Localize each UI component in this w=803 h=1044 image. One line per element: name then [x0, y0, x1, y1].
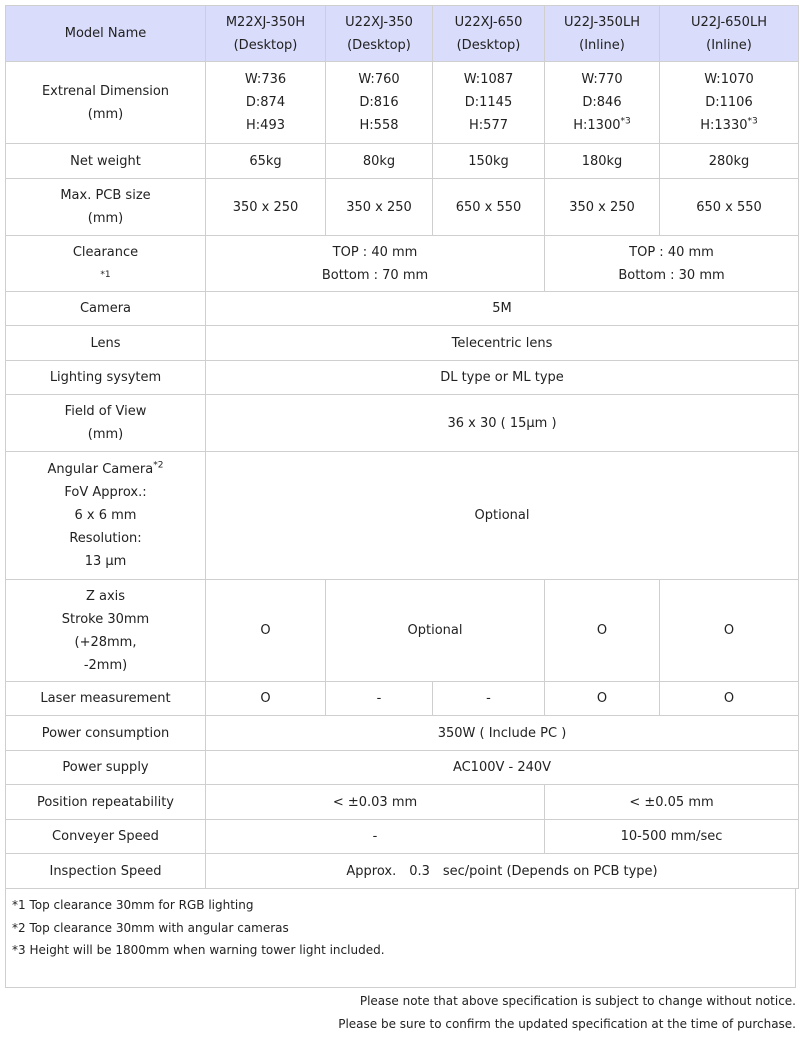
value-cell: DL type or ML type	[206, 361, 799, 395]
fov-row	[6, 395, 799, 452]
value-cell: O	[660, 580, 799, 682]
camera-row	[6, 292, 799, 326]
angular-camera-row	[6, 452, 799, 580]
footnote-ref: *1	[100, 269, 111, 280]
value-cell: O	[206, 580, 326, 682]
z-axis-row	[6, 580, 799, 682]
row-label: Max. PCB size (mm)	[6, 179, 206, 236]
model-header-cell: U22XJ-650 (Desktop)	[433, 6, 545, 62]
value-cell: 180kg	[545, 144, 660, 179]
spec-table	[5, 5, 799, 889]
power-supply-row	[6, 751, 799, 785]
value-cell: 36 x 30 ( 15μm )	[206, 395, 799, 452]
inspection-row	[6, 854, 799, 889]
value-cell: O	[545, 580, 660, 682]
value-cell: -	[433, 682, 545, 716]
lens-row	[6, 326, 799, 361]
dimension-cell: W:1070 D:1106 H:1330$^{*3}$	[660, 62, 799, 144]
row-label: Net weight	[6, 144, 206, 179]
laser-row	[6, 682, 799, 716]
value-cell: TOP : 40 mm Bottom : 30 mm	[545, 236, 799, 292]
footnote: *2 Top clearance 30mm with angular cameras	[12, 920, 289, 935]
disclaimer-line: Please be sure to confirm the updated specification at the time of purchase.	[338, 1017, 796, 1031]
row-label: Angular Camera$^{*2}$ FoV Approx.: 6 x 6 mm Resolution: 13 μm	[6, 452, 206, 580]
dimension-row	[6, 62, 799, 144]
row-label: Power supply	[6, 751, 206, 785]
value-cell: 350 x 250	[206, 179, 326, 236]
dimension-cell: W:1087 D:1145 H:577	[433, 62, 545, 144]
value-cell: 280kg	[660, 144, 799, 179]
model-header-cell: U22XJ-350 (Desktop)	[326, 6, 433, 62]
value-cell: O	[545, 682, 660, 716]
pcb-size-row	[6, 179, 799, 236]
value-cell: 5M	[206, 292, 799, 326]
power-consumption-row	[6, 716, 799, 751]
value-cell: Telecentric lens	[206, 326, 799, 361]
footnote-ref: *3	[620, 116, 631, 127]
value-cell: < ±0.03 mm	[206, 785, 545, 820]
footnote: *1 Top clearance 30mm for RGB lighting	[12, 898, 254, 912]
value-cell: -	[206, 820, 545, 854]
value-cell: 350W ( Include PC )	[206, 716, 799, 751]
row-label: Position repeatability	[6, 785, 206, 820]
value-cell: Optional	[326, 580, 545, 682]
value-cell: -	[326, 682, 433, 716]
value-cell: TOP : 40 mm Bottom : 70 mm	[206, 236, 545, 292]
repeatability-row	[6, 785, 799, 820]
row-label: Lighting sysytem	[6, 361, 206, 395]
value-cell: 650 x 550	[433, 179, 545, 236]
row-label: Extrenal Dimension (mm)	[6, 62, 206, 144]
header-row	[6, 6, 799, 62]
row-label: Laser measurement	[6, 682, 206, 716]
value-cell: 65kg	[206, 144, 326, 179]
dimension-cell: W:770 D:846 H:1300$^{*3}$	[545, 62, 660, 144]
value-cell: O	[660, 682, 799, 716]
lighting-row	[6, 361, 799, 395]
row-label: Camera	[6, 292, 206, 326]
disclaimer-line: Please note that above specification is subject to change without notice.	[359, 994, 796, 1008]
value-cell: 650 x 550	[660, 179, 799, 236]
footnote: *3 Height will be 1800mm when warning tower light included.	[12, 943, 385, 957]
row-label: Inspection Speed	[6, 854, 206, 889]
row-label: Power consumption	[6, 716, 206, 751]
model-header-cell: M22XJ-350H (Desktop)	[206, 6, 326, 62]
dimension-cell: W:760 D:816 H:558	[326, 62, 433, 144]
value-cell: 350 x 250	[326, 179, 433, 236]
footnote-ref: *2	[153, 460, 164, 471]
dimension-cell: W:736 D:874 H:493	[206, 62, 326, 144]
value-cell: Optional	[206, 452, 799, 580]
value-cell: 150kg	[433, 144, 545, 179]
disclaimer	[338, 990, 796, 1036]
value-cell: 80kg	[326, 144, 433, 179]
value-cell: Approx. 0.3 sec/point (Depends on PCB type)	[206, 854, 799, 889]
row-label: Lens	[6, 326, 206, 361]
net-weight-row	[6, 144, 799, 179]
clearance-row	[6, 236, 799, 292]
row-label: Conveyer Speed	[6, 820, 206, 854]
value-cell: 10-500 mm/sec	[545, 820, 799, 854]
model-header-cell: U22J-650LH (Inline)	[660, 6, 799, 62]
value-cell: AC100V - 240V	[206, 751, 799, 785]
footnotes	[5, 888, 796, 988]
model-header-cell: U22J-350LH (Inline)	[545, 6, 660, 62]
value-cell: 350 x 250	[545, 179, 660, 236]
model-name-label: Model Name	[6, 6, 206, 62]
value-cell: < ±0.05 mm	[545, 785, 799, 820]
row-label: Field of View (mm)	[6, 395, 206, 452]
value-cell: O	[206, 682, 326, 716]
row-label: Clearance *1	[6, 236, 206, 292]
footnote-ref: *3	[747, 116, 758, 127]
row-label: Z axis Stroke 30mm (+28mm, -2mm)	[6, 580, 206, 682]
conveyer-row	[6, 820, 799, 854]
